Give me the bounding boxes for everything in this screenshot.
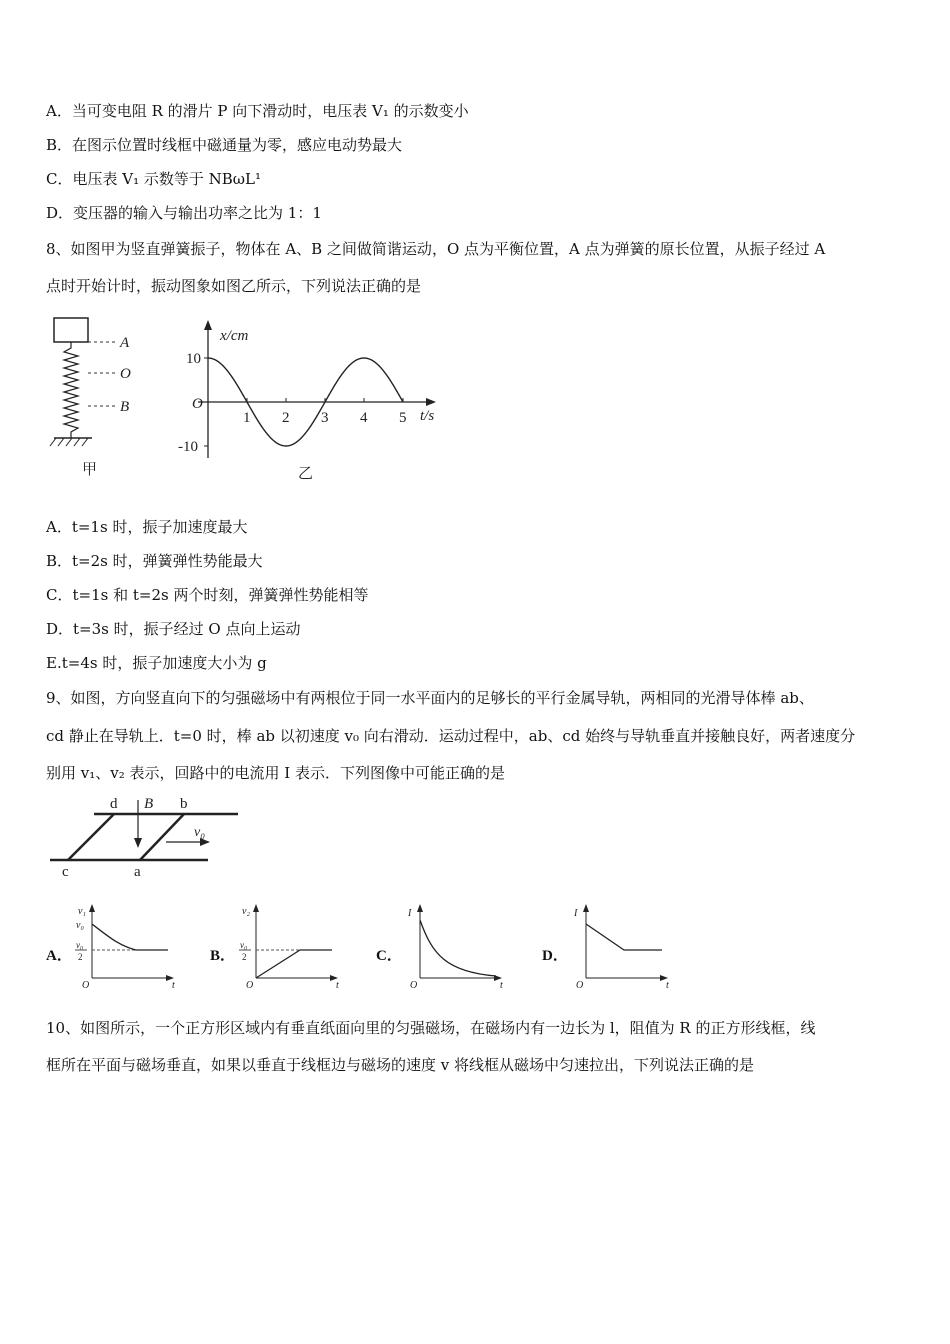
q10-stem-line2: 框所在平面与磁场垂直，如果以垂直于线框边与磁场的速度 v 将线框从磁场中匀速拉出，下列说法正确的是 [46,1056,755,1074]
spring-coil [64,342,78,438]
svg-text:t: t [500,980,503,991]
q8-option-d: D．t=3s 时，振子经过 O 点向上运动 [46,620,301,638]
label-v0: v₀ [194,825,206,840]
svg-text:O: O [82,980,90,991]
q9-stem-line3: 别用 v₁、v₂ 表示，回路中的电流用 I 表示．下列图像中可能正确的是 [46,764,505,782]
x-tick-label-3: 3 [321,410,329,426]
q9-graph-a [70,902,180,992]
label-o: O [120,366,131,382]
svg-text:v₀: v₀ [240,940,248,950]
origin-label: O [192,396,203,412]
svg-text:O: O [576,980,584,991]
label-b: b [180,796,188,812]
label-b-field: B [144,796,154,812]
svg-text:t: t [172,980,175,991]
y-axis-label: x/cm [220,328,249,344]
x-tick-label-4: 4 [360,410,368,426]
q9-option-a-label: A． [46,948,72,964]
svg-text:2: 2 [78,952,83,962]
q9-graph-c [398,902,508,992]
graph-a-curve [92,924,168,950]
q7-option-b: B．在图示位置时线框中磁通量为零，感应电动势最大 [46,136,403,154]
q9-stem-line1: 9、如图，方向竖直向下的匀强磁场中有两根位于同一水平面内的足够长的平行金属导轨，两相同的光滑导体棒 ab、 [46,689,814,707]
svg-text:v₂: v₂ [242,906,250,917]
svg-text:O: O [410,980,418,991]
graph-b-curve [256,950,332,978]
q9-graph-d [564,902,674,992]
label-a: a [134,864,141,880]
oscillator-block [54,318,88,342]
q7-option-c: C．电压表 V₁ 示数等于 NBωL¹ [46,170,261,188]
q8-option-e: E.t=4s 时，振子加速度大小为 g [46,654,267,672]
svg-text:I: I [574,908,578,919]
rails-diagram [46,792,246,880]
q9-option-b-label: B． [210,948,236,964]
b-field-arrowhead [134,838,142,848]
caption-jia: 甲 [82,462,98,478]
q8-stem-line1: 8、如图甲为竖直弹簧振子，物体在 A、B 之间做简谐运动，O 点为平衡位置，A 点为弹簧的原长位置，从振子经过 A [46,240,826,258]
graph-c-curve [420,920,496,976]
label-b: B [120,399,130,415]
q8-option-a: A．t=1s 时，振子加速度最大 [46,518,248,536]
q9-option-c-label: C． [376,948,402,964]
svg-text:v₀: v₀ [76,920,84,931]
rod-ab [140,814,184,860]
svg-text:t: t [666,980,669,991]
svg-text:v₁: v₁ [78,906,86,917]
q8-option-c: C．t=1s 和 t=2s 两个时刻，弹簧弹性势能相等 [46,586,369,604]
label-c: c [62,864,69,880]
q9-graph-b [234,902,344,992]
x-tick-label-1: 1 [243,410,251,426]
y-axis-arrow [204,320,212,330]
y-tick-label-10: 10 [186,351,201,367]
svg-text:2: 2 [242,952,247,962]
q9-stem-line2: cd 静止在导轨上．t=0 时，棒 ab 以初速度 v₀ 向右滑动．运动过程中，ab、cd 始终与导轨垂直并接触良好，两者速度分 [46,727,856,745]
svg-text:O: O [246,980,254,991]
label-a: A [120,335,130,351]
spring-oscillator-figure [44,312,144,482]
x-axis-label: t/s [420,408,435,424]
q9-option-d-label: D． [542,948,568,964]
q8-stem-line2: 点时开始计时，振动图象如图乙所示，下列说法正确的是 [46,277,422,295]
ground-hatch [50,438,88,446]
svg-text:I: I [408,908,412,919]
q7-option-d: D．变压器的输入与输出功率之比为 1：1 [46,204,322,222]
y-tick-label-neg10: -10 [178,439,198,455]
xt-graph [168,318,448,483]
q8-option-b: B．t=2s 时，弹簧弹性势能最大 [46,552,263,570]
q10-stem-line1: 10、如图所示，一个正方形区域内有垂直纸面向里的匀强磁场，在磁场内有一边长为 l，阻值为 R 的正方形线框，线 [46,1019,816,1037]
x-tick-label-2: 2 [282,410,290,426]
graph-d-curve [586,924,662,950]
q7-option-a: A．当可变电阻 R 的滑片 P 向下滑动时，电压表 V₁ 的示数变小 [46,102,469,120]
x-axis-arrow [426,398,436,406]
label-d: d [110,796,118,812]
svg-text:t: t [336,980,339,991]
x-tick-label-5: 5 [399,410,407,426]
caption-yi: 乙 [298,466,314,482]
svg-text:v₀: v₀ [76,940,84,950]
rod-cd [68,814,114,860]
